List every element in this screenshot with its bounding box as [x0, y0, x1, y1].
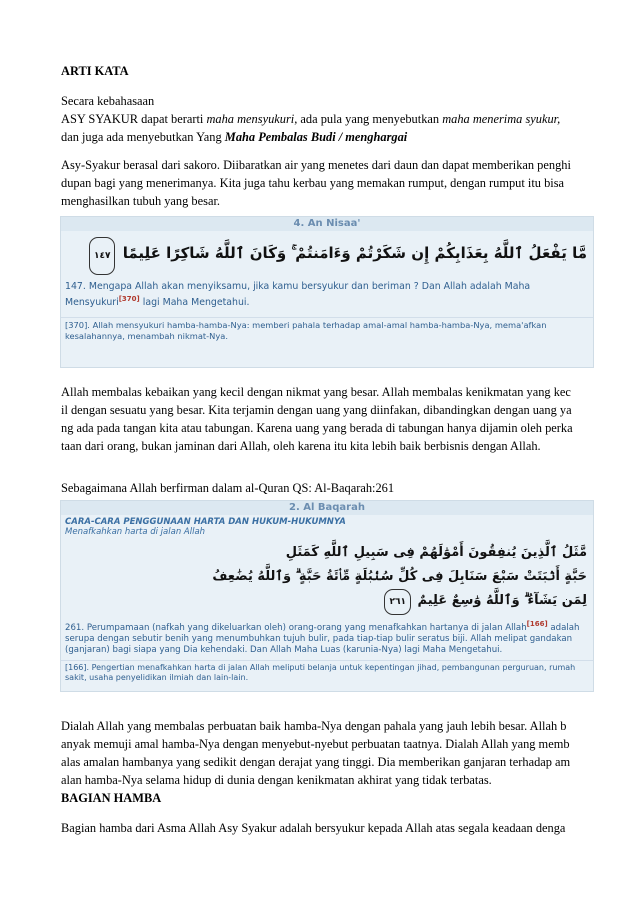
- text-line: anyak memuji amal hamba-Nya dengan menyebut-nyebut perbuatan taatnya. Dialah Allah yang memb: [61, 737, 570, 751]
- panel-header: 2. Al Baqarah: [61, 501, 593, 515]
- text-line: Asy-Syakur berasal dari sakoro. Diibaratkan air yang menetes dari daun dan dapat memberikan penghi: [61, 158, 571, 172]
- text-line: alas amalan hambanya yang sedikit dengan derajat yang tinggi. Dia memberikan ganjaran terhadap am: [61, 755, 571, 769]
- paragraph-bagian-hamba: Bagian hamba dari Asma Allah Asy Syakur adalah bersyukur kepada Allah atas segala keadaan denga: [61, 821, 566, 835]
- footnote-ref[interactable]: [166]: [526, 620, 548, 628]
- text-line: Allah membalas kebaikan yang kecil dengan nikmat yang besar. Allah membalas kenikmatan yang kec: [61, 385, 571, 399]
- text-line: ASY SYAKUR dapat berarti maha mensyukuri, ada pula yang menyebutkan maha menerima syukur,: [61, 112, 561, 126]
- ayah-number-badge: ١٤٧: [89, 237, 115, 275]
- translation-text: 147. Mengapa Allah akan menyiksamu, jika kamu bersyukur dan beriman ? Dan Allah adalah Maha Mensyukuri[370] lagi Maha Mengetahui.: [65, 281, 531, 309]
- arabic-line: مَّثَلُ ٱلَّذِينَ يُنفِقُونَ أَمْوَٰلَهُمْ فِى سَبِيلِ ٱللَّهِ كَمَثَلِ: [285, 545, 587, 560]
- paragraph-firman: Sebagaimana Allah berfirman dalam al-Quran QS: Al-Baqarah:261: [61, 481, 395, 495]
- text-line: Dialah Allah yang membalas perbuatan baik hamba-Nya dengan pahala yang jauh lebih besar. Allah b: [61, 719, 567, 733]
- section-subtitle: CARA-CARA PENGGUNAAN HARTA DAN HUKUM-HUKUMNYA: [65, 517, 346, 527]
- text-line: menghasilkan tubuh yang besar.: [61, 194, 220, 208]
- text-line: il dengan sesuatu yang besar. Kita terjamin dengan uang yang diinfakan, dibandingkan dengan uang ya: [61, 403, 572, 417]
- ayah-number-badge: ٢٦١: [384, 589, 410, 615]
- paragraph-kebahasaan: [61, 92, 593, 146]
- heading-arti-kata: ARTI KATA: [61, 64, 129, 78]
- arabic-verse: [61, 537, 593, 615]
- text-line: ng ada pada tangan kita atau tabungan. Karena uang yang berada di tabungan hanya dijamin oleh perka: [61, 421, 573, 435]
- translation-text: 261. Perumpamaan (nafkah yang dikeluarkan oleh) orang-orang yang menafkahkan hartanya di jalan Allah[166] adalah serupa dengan sebutir benih yang menumbuhkan tujuh bulir, pada tiap-tiap bulir seratus biji. Allah melipat gandakan (ganjaran) bagi siapa yang Dia kehendaki. Dan Allah Maha Luas (karunia-Nya) lagi Maha Mengetahui.: [65, 620, 580, 655]
- quran-panel-al-baqarah: [60, 500, 594, 692]
- text-line: Secara kebahasaan: [61, 94, 155, 108]
- arabic-line: لِمَن يَشَآءُ ۗ وَٱللَّهُ وَٰسِعٌ عَلِيمٌ ٢٦١: [67, 589, 587, 615]
- footnote-text: [370]. Allah mensyukuri hamba-hamba-Nya: memberi pahala terhadap amal-amal hamba-hamba-Nya, mema'afkan kesalahannya, menambah nikmat-Nya.: [61, 317, 593, 344]
- paragraph-asy-syakur: [61, 156, 593, 210]
- quran-panel-an-nisaa: [60, 216, 594, 368]
- text-line: taan dari orang, bukan jaminan dari Allah, oleh karena itu kita lebih baik berbisnis dengan Allah.: [61, 439, 541, 453]
- paragraph-pembalas: [61, 717, 593, 789]
- heading-bagian-hamba: BAGIAN HAMBA: [61, 791, 162, 805]
- text-line: dan juga ada menyebutkan Yang Maha Pembalas Budi / menghargai: [61, 130, 408, 144]
- footnote-text: [166]. Pengertian menafkahkan harta di jalan Allah meliputi belanja untuk kepentingan jihad, pembangunan perguruan, rumah sakit, usaha penyelidikan ilmiah dan lain-lain.: [61, 660, 593, 685]
- paragraph-balasan: [61, 383, 593, 455]
- footnote-ref[interactable]: [370]: [118, 295, 140, 303]
- arabic-line: حَبَّةٍ أَنۢبَتَتْ سَبْعَ سَنَابِلَ فِى كُلِّ سُنۢبُلَةٍ مِّا۟ئَةُ حَبَّةٍ ۗ وَٱللَّهُ يُضَٰعِفُ: [212, 569, 587, 584]
- text-line: dupan bagi yang menerimanya. Kita juga tahu kerbau yang memakan rumput, dengan rumput itu bisa: [61, 176, 565, 190]
- text-line: alan hamba-Nya selama hidup di dunia dengan kenikmatan akhirat yang tidak terbatas.: [61, 773, 492, 787]
- section-subheading: Menafkahkan harta di jalan Allah: [65, 527, 206, 537]
- panel-header: 4. An Nisaa': [61, 217, 593, 231]
- arabic-verse: مَّا يَفْعَلُ ٱللَّهُ بِعَذَابِكُمْ إِن شَكَرْتُمْ وَءَامَنتُمْ ۚ وَكَانَ ٱللَّهُ شَاكِرًا عَلِيمًا ١٤٧: [61, 231, 593, 275]
